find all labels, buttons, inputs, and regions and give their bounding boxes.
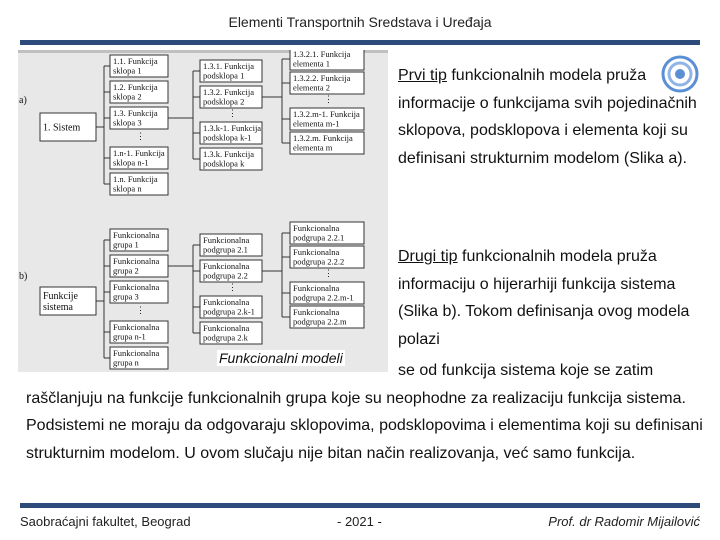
a-level3-box-text: 1.3.2.m-1. Funkcija bbox=[293, 109, 360, 120]
a-level2-box-text: podsklopa 2 bbox=[203, 96, 245, 107]
a-level3-box bbox=[290, 108, 364, 130]
a-level1-box-text: sklopa 3 bbox=[113, 117, 142, 128]
a-level2-box-text: podsklopa k bbox=[203, 158, 245, 169]
b-level1-box bbox=[110, 281, 168, 303]
a-level3-box-text: elementa 1 bbox=[293, 58, 331, 69]
b-level3-box-text: podgrupa 2.2.m-1 bbox=[293, 292, 354, 303]
a-level3-box-text: 1.3.2.1. Funkcija bbox=[293, 50, 351, 60]
ellipsis-dots: ⋮ bbox=[228, 282, 237, 292]
ellipsis-dots: ⋮ bbox=[324, 94, 333, 104]
a-level2-box bbox=[200, 60, 262, 82]
b-level1-box bbox=[110, 229, 168, 251]
a-level1-box bbox=[110, 107, 168, 129]
b-level2-box-text: podgrupa 2.2 bbox=[203, 270, 248, 281]
a-level1-box-text: 1.n-1. Funkcija bbox=[113, 148, 165, 159]
b-level3-box bbox=[290, 306, 364, 328]
b-level1-box-text: grupa 1 bbox=[113, 239, 139, 250]
b-level1-box-text: Funkcionalna bbox=[113, 230, 160, 241]
a-level2-box bbox=[200, 122, 262, 144]
functional-models-diagram bbox=[18, 50, 388, 372]
b-level1-box-text: grupa 3 bbox=[113, 291, 139, 302]
a-level2-box-text: podsklopa 1 bbox=[203, 70, 245, 81]
a-level2-box bbox=[200, 148, 262, 170]
paragraph-second-type bbox=[398, 243, 698, 353]
a-level1-box-text: sklopa n-1 bbox=[113, 157, 149, 168]
figure-caption: Funkcionalni modeli bbox=[219, 350, 343, 366]
label-a: a) bbox=[19, 95, 27, 106]
a-level1-box bbox=[110, 81, 168, 103]
b-level3-box-text: Funkcionalna bbox=[293, 283, 340, 294]
first-type-term: Prvi tip bbox=[398, 67, 447, 84]
a-level1-box-text: 1.3. Funkcija bbox=[113, 108, 158, 119]
b-level2-box bbox=[200, 296, 262, 318]
b-level3-box-text: podgrupa 2.2.m bbox=[293, 316, 347, 327]
b-level3-box-text: podgrupa 2.2.2 bbox=[293, 256, 345, 267]
paragraph-first-type bbox=[398, 62, 698, 172]
a-level2-box-text: 1.3.2. Funkcija bbox=[203, 87, 254, 98]
a-level2-box bbox=[200, 86, 262, 108]
a-level3-box-text: 1.3.2.m. Funkcija bbox=[293, 133, 353, 144]
a-level3-box bbox=[290, 50, 364, 70]
b-level3-box bbox=[290, 246, 364, 268]
b-level1-box-text: Funkcionalna bbox=[113, 256, 160, 267]
a-level2-box-text: 1.3.k-1. Funkcija bbox=[203, 123, 262, 134]
b-level1-box bbox=[110, 321, 168, 343]
a-level1-box-text: sklopa 1 bbox=[113, 65, 142, 76]
top-divider bbox=[20, 40, 700, 45]
ellipsis-dots: ⋮ bbox=[136, 131, 145, 141]
a-level1-box bbox=[110, 173, 168, 195]
a-level1-box-text: 1.n. Funkcija bbox=[113, 174, 158, 185]
a-level1-box-text: sklopa 2 bbox=[113, 91, 142, 102]
b-level1-box bbox=[110, 255, 168, 277]
b-level2-box-text: podgrupa 2.k bbox=[203, 332, 248, 343]
a-level1-box-text: sklopa n bbox=[113, 183, 142, 194]
ellipsis-dots: ⋮ bbox=[228, 108, 237, 118]
second-type-text: funkcionalnih modela pruža informaciju o hijerarhiji funkcija sistema (Slika b). Tokom definisanja ovog modela polazi bbox=[398, 248, 690, 348]
a-level3-box-text: elementa 2 bbox=[293, 82, 331, 93]
second-type-term: Drugi tip bbox=[398, 248, 458, 265]
b-level3-box-text: Funkcionalna bbox=[293, 223, 340, 234]
b-level1-box-text: grupa 2 bbox=[113, 265, 139, 276]
a-root-box bbox=[40, 113, 96, 141]
footer-author: Prof. dr Radomir Mijailović bbox=[548, 514, 700, 529]
b-level2-box-text: Funkcionalna bbox=[203, 297, 250, 308]
b-level3-box bbox=[290, 222, 364, 244]
b-level2-box bbox=[200, 234, 262, 256]
a-level1-box-text: 1.2. Funkcija bbox=[113, 82, 158, 93]
paragraph-continuation: se od funkcija sistema koje se zatim raščlanjuju na funkcije funkcionalnih grupa koje su neophodne za realizaciju funkcija sistema. Podsistemi ne moraju da odgovaraju sklopovima, podsklopovima i elementima koji su definisani strukturnim modelom. U ovom slučaju nije bitan način realizovanja, već samo funkcija. bbox=[26, 362, 703, 462]
a-level3-box bbox=[290, 132, 364, 154]
a-level2-box-text: 1.3.k. Funkcija bbox=[203, 149, 254, 160]
b-level1-box-text: Funkcionalna bbox=[113, 282, 160, 293]
label-b: b) bbox=[19, 271, 28, 282]
b-level2-box bbox=[200, 260, 262, 282]
b-level3-box-text: Funkcionalna bbox=[293, 247, 340, 258]
b-level1-box-text: Funkcionalna bbox=[113, 348, 160, 359]
b-level2-box-text: Funkcionalna bbox=[203, 323, 250, 334]
b-root-box-text: Funkcije bbox=[43, 291, 78, 302]
b-level3-box-text: Funkcionalna bbox=[293, 307, 340, 318]
b-level1-box-text: grupa n bbox=[113, 357, 139, 368]
a-level1-box bbox=[110, 55, 168, 77]
a-level1-box bbox=[110, 147, 168, 169]
b-level2-box-text: podgrupa 2.1 bbox=[203, 244, 248, 255]
b-level1-box-text: Funkcionalna bbox=[113, 322, 160, 333]
ellipsis-dots: ⋮ bbox=[324, 268, 333, 278]
bottom-divider bbox=[20, 503, 700, 508]
footer-year: - 2021 - bbox=[337, 514, 382, 529]
a-level3-box-text: elementa m bbox=[293, 142, 333, 153]
slide-title: Elementi Transportnih Sredstava i Uređaja bbox=[228, 14, 492, 30]
b-level3-box bbox=[290, 282, 364, 304]
a-level3-box-text: elementa m-1 bbox=[293, 118, 340, 129]
footer-faculty: Saobraćajni fakultet, Beograd bbox=[20, 514, 191, 529]
b-level3-box-text: podgrupa 2.2.1 bbox=[293, 232, 345, 243]
a-level1-box-text: 1.1. Funkcija bbox=[113, 56, 158, 67]
a-level3-box bbox=[290, 72, 364, 94]
b-level2-box-text: Funkcionalna bbox=[203, 235, 250, 246]
b-level2-box-text: podgrupa 2.k-1 bbox=[203, 306, 255, 317]
b-level2-box bbox=[200, 322, 262, 344]
b-level2-box-text: Funkcionalna bbox=[203, 261, 250, 272]
b-root-box bbox=[40, 287, 96, 315]
a-level2-box-text: podsklopa k-1 bbox=[203, 132, 252, 143]
a-level3-box-text: 1.3.2.2. Funkcija bbox=[293, 73, 351, 84]
a-root-box-text: 1. Sistem bbox=[43, 122, 81, 134]
b-level1-box-text: grupa n-1 bbox=[113, 331, 146, 342]
first-type-text: funkcionalnih modela pruža informacije o funkcijama svih pojedinačnih sklopova, podsklopova i elementa koji su definisani strukturnim modelom (Slika a). bbox=[398, 67, 697, 167]
b-root-box-text: sistema bbox=[43, 302, 73, 313]
ellipsis-dots: ⋮ bbox=[136, 305, 145, 315]
a-level2-box-text: 1.3.1. Funkcija bbox=[203, 61, 254, 72]
